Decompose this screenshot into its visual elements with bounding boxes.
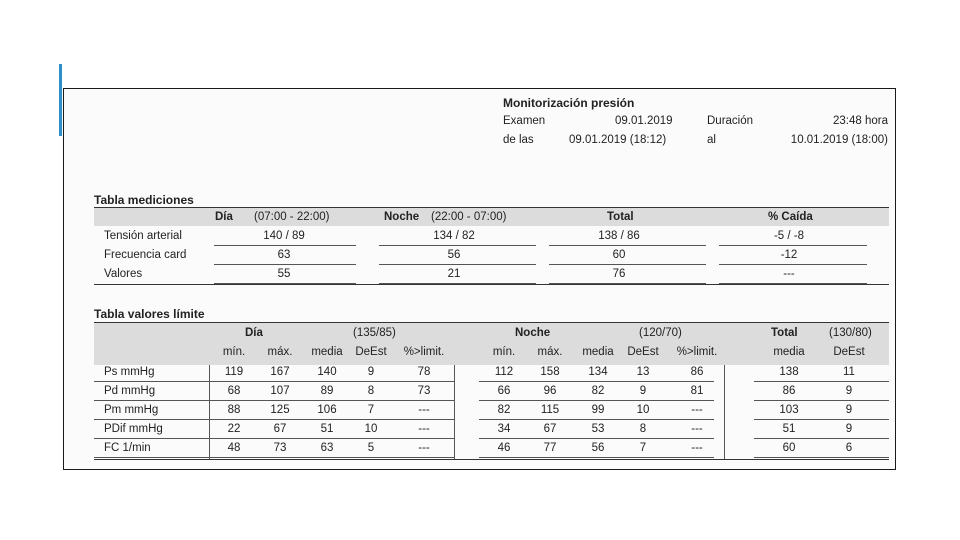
limits-night-cell: 96 [543,385,557,397]
col-drop: % Caída [768,211,813,223]
col-total: Total [607,211,634,223]
limits-total-subheader: media [773,346,805,358]
limits-row-label: Pd mmHg [104,385,156,397]
limits-night-cell: 56 [591,442,605,454]
limits-day-cell: 107 [270,385,290,397]
to-value: 10.01.2019 (18:00) [790,134,888,146]
limits-night-label: Noche [515,327,551,339]
column-separator [209,365,210,459]
limits-day-cell: 67 [273,423,287,435]
slide-accent-bar [59,64,62,136]
limits-day-cell: 106 [317,404,337,416]
limits-total-range: (130/80) [829,327,872,339]
limits-day-cell: 8 [367,385,375,397]
limits-total-cell: 9 [845,423,853,435]
limits-night-subheader: máx. [537,346,563,358]
to-label: al [707,134,716,146]
row-underline [479,419,714,420]
row-underline [94,381,454,382]
limits-night-cell: 82 [591,385,605,397]
row-underline [719,264,867,265]
limits-night-cell: 134 [588,366,608,378]
limits-night-subheader: DeEst [627,346,659,358]
limits-row-label: FC 1/min [104,442,151,454]
limits-day-cell: 89 [320,385,334,397]
limits-day-cell: 73 [417,385,431,397]
limits-day-cell: 140 [317,366,337,378]
limits-total-cell: 9 [845,385,853,397]
limits-total-cell: 103 [779,404,799,416]
limits-day-label: Día [245,327,263,339]
row-underline [754,457,889,458]
limits-title: Tabla valores límite [94,307,205,321]
measurement-row-label: Valores [104,268,143,280]
limits-night-cell: 9 [639,385,647,397]
limits-night-cell: 66 [497,385,511,397]
row-underline [94,438,454,439]
limits-day-cell: 10 [364,423,378,435]
limits-night-subheader: %>limit. [676,346,718,358]
limits-total-cell: 60 [782,442,796,454]
limits-night-cell: 10 [636,404,650,416]
limits-night-cell: 13 [636,366,650,378]
limits-day-subheader: %>limit. [403,346,445,358]
limits-day-cell: 167 [270,366,290,378]
measurement-night-value: 56 [447,249,461,261]
limits-day-cell: 78 [417,366,431,378]
report-title: Monitorización presión [503,96,635,110]
limits-day-cell: 48 [227,442,241,454]
row-underline [549,245,706,246]
limits-night-cell: 115 [540,404,560,416]
limits-night-cell: 112 [494,366,514,378]
limits-day-cell: 119 [224,366,244,378]
measurement-day-value: 55 [277,268,291,280]
row-underline [479,438,714,439]
limits-night-range: (120/70) [639,327,682,339]
limits-night-cell: --- [691,423,703,435]
limits-row-label: Pm mmHg [104,404,159,416]
measurement-drop-value: -5 / -8 [773,230,805,242]
row-underline [754,438,889,439]
measurement-total-value: 138 / 86 [598,230,640,242]
row-underline [214,245,356,246]
measurement-row-label: Tensión arterial [104,230,182,242]
limits-night-cell: 46 [497,442,511,454]
column-separator [454,365,455,459]
measurement-night-value: 134 / 82 [433,230,475,242]
row-underline [479,457,714,458]
limits-day-cell: 125 [270,404,290,416]
limits-total-cell: 86 [782,385,796,397]
col-day: Día [215,211,233,223]
limits-total-cell: 51 [782,423,796,435]
from-value: 09.01.2019 (18:12) [569,134,667,146]
limits-day-cell: --- [418,442,430,454]
row-underline [94,457,454,458]
column-separator [724,365,725,459]
limits-night-cell: 86 [690,366,704,378]
limits-night-cell: 67 [543,423,557,435]
row-underline [754,400,889,401]
measurement-drop-value: -12 [780,249,798,261]
limits-night-subheader: mín. [492,346,516,358]
measurements-title: Tabla mediciones [94,193,194,207]
measurement-day-value: 63 [277,249,291,261]
exam-date: 09.01.2019 [615,115,673,127]
limits-night-cell: --- [691,404,703,416]
limits-day-cell: 88 [227,404,241,416]
measurement-night-value: 21 [447,268,461,280]
limits-day-cell: --- [418,423,430,435]
exam-label: Examen [503,115,546,127]
limits-row-label: Ps mmHg [104,366,155,378]
limits-night-cell: --- [691,442,703,454]
limits-total-label: Total [771,327,798,339]
limits-day-cell: 5 [367,442,375,454]
row-underline [479,381,714,382]
limits-night-cell: 7 [639,442,647,454]
row-underline [379,245,536,246]
measurement-drop-value: --- [783,268,795,280]
row-underline [94,419,454,420]
from-label: de las [503,134,534,146]
row-underline [719,245,867,246]
limits-total-subheader: DeEst [833,346,865,358]
limits-day-range: (135/85) [353,327,396,339]
limits-night-cell: 34 [497,423,511,435]
limits-day-subheader: media [311,346,343,358]
measurement-row-label: Frecuencia card [104,249,187,261]
row-underline [379,264,536,265]
limits-day-cell: 7 [367,404,375,416]
limits-total-cell: 138 [779,366,799,378]
measurement-day-value: 140 / 89 [263,230,305,242]
limits-header-band [94,323,889,365]
limits-total-cell: 11 [843,366,855,378]
limits-day-cell: 73 [273,442,287,454]
limits-day-cell: 63 [320,442,334,454]
limits-night-cell: 81 [690,385,704,397]
row-underline [754,381,889,382]
limits-night-subheader: media [582,346,614,358]
limits-day-subheader: mín. [222,346,246,358]
col-night: Noche [384,211,420,223]
limits-day-cell: 51 [320,423,334,435]
limits-day-subheader: DeEst [355,346,387,358]
measurement-total-value: 60 [612,249,626,261]
duration-label: Duración [707,115,754,127]
limits-day-cell: 68 [227,385,241,397]
col-night-range: (22:00 - 07:00) [431,211,507,223]
row-underline [94,400,454,401]
limits-night-cell: 53 [591,423,605,435]
row-underline [549,264,706,265]
limits-day-cell: 9 [367,366,375,378]
limits-row-label: PDif mmHg [104,423,163,435]
row-underline [479,400,714,401]
row-underline [754,419,889,420]
limits-total-cell: 6 [845,442,853,454]
limits-night-cell: 99 [591,404,605,416]
limits-night-cell: 158 [540,366,560,378]
limits-day-cell: --- [418,404,430,416]
limits-night-cell: 8 [639,423,647,435]
duration-value: 23:48 hora [833,115,888,127]
measurement-total-value: 76 [612,268,626,280]
limits-night-cell: 82 [497,404,511,416]
limits-total-cell: 9 [845,404,853,416]
row-underline [214,264,356,265]
limits-day-cell: 22 [227,423,241,435]
limits-night-cell: 77 [543,442,557,454]
scanned-report [63,88,896,470]
col-day-range: (07:00 - 22:00) [254,211,330,223]
limits-day-subheader: máx. [267,346,293,358]
